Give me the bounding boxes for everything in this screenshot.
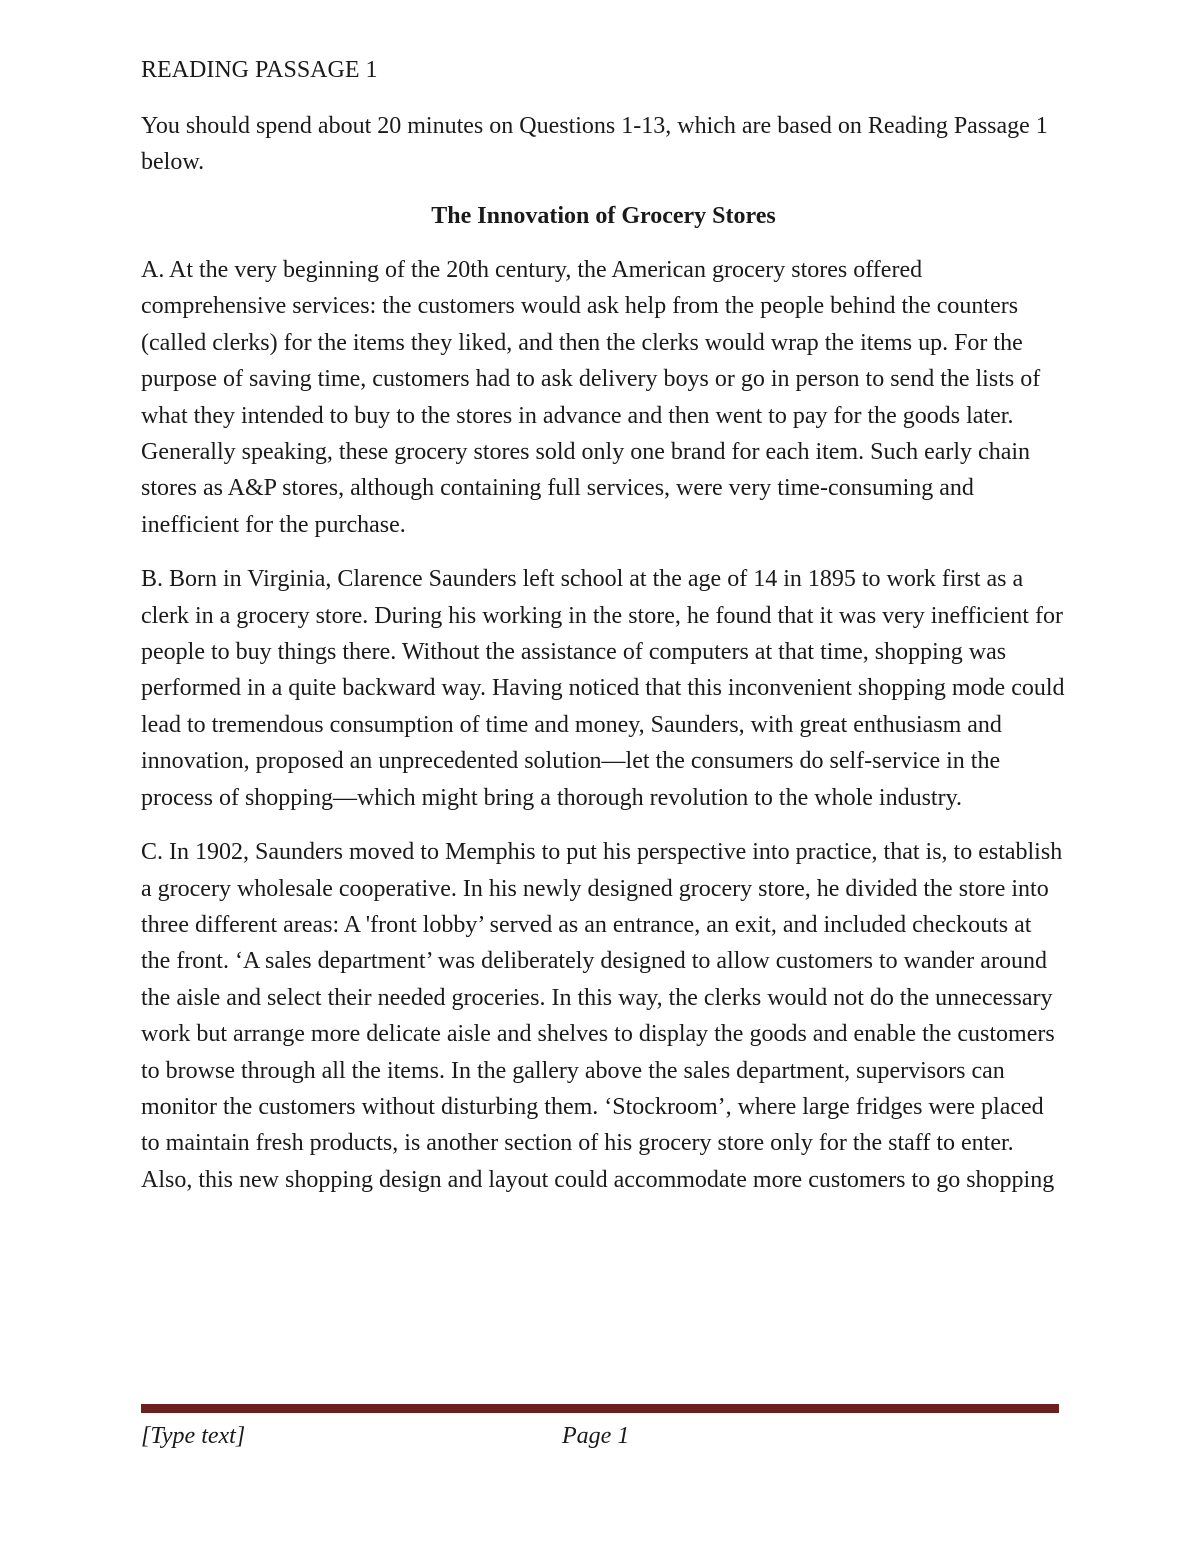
- instructions-text: You should spend about 20 minutes on Questions 1-13, which are based on Reading Passage 1 below.: [141, 113, 1048, 175]
- paragraph-c: C. In 1902, Saunders moved to Memphis to put his perspective into practice, that is, to establish a grocery wholesale cooperative. In his newly designed grocery store, he divided the store into three different areas: A 'front lobby’ served as an entrance, an exit, and included checkouts at the front. ‘A sales department’ was deliberately designed to allow customers to wander around the aisle and select their needed groceries. In this way, the clerks would not do the unnecessary work but arrange more delicate aisle and shelves to display the goods and enable the customers to browse through all the items. In the gallery above the sales department, supervisors can monitor the customers without disturbing them. ‘Stockroom’, where large fridges were placed to maintain fresh products, is another section of his grocery store only for the staff to enter. Also, this new shopping design and layout could accommodate more customers to go shopping: [141, 839, 1063, 1193]
- paragraph-b: B. Born in Virginia, Clarence Saunders left school at the age of 14 in 1895 to work first as a clerk in a grocery store. During his working in the store, he found that it was very inefficient for people to buy things there. Without the assistance of computers at that time, shopping was performed in a quite backward way. Having noticed that this inconvenient shopping mode could lead to tremendous consumption of time and money, Saunders, with great enthusiasm and innovation, proposed an unprecedented solution—let the consumers do self-service in the process of shopping—which might bring a thorough revolution to the whole industry.: [141, 566, 1065, 811]
- section-header: READING PASSAGE 1: [141, 57, 378, 83]
- footer-divider: [141, 1404, 1059, 1413]
- page-number: Page 1: [562, 1423, 630, 1449]
- passage-title: The Innovation of Grocery Stores: [431, 203, 776, 229]
- paragraph-a: A. At the very beginning of the 20th century, the American grocery stores offered comprehensive services: the customers would ask help from the people behind the counters (called clerks) for the items they liked, and then the clerks would wrap the items up. For the purpose of saving time, customers had to ask delivery boys or go in person to send the lists of what they intended to buy to the stores in advance and then went to pay for the goods later. Generally speaking, these grocery stores sold only one brand for each item. Such early chain stores as A&P stores, although containing full services, were very time-consuming and inefficient for the purchase.: [141, 257, 1041, 538]
- footer-placeholder-text: [Type text]: [141, 1423, 246, 1449]
- page-body: [141, 52, 1066, 1216]
